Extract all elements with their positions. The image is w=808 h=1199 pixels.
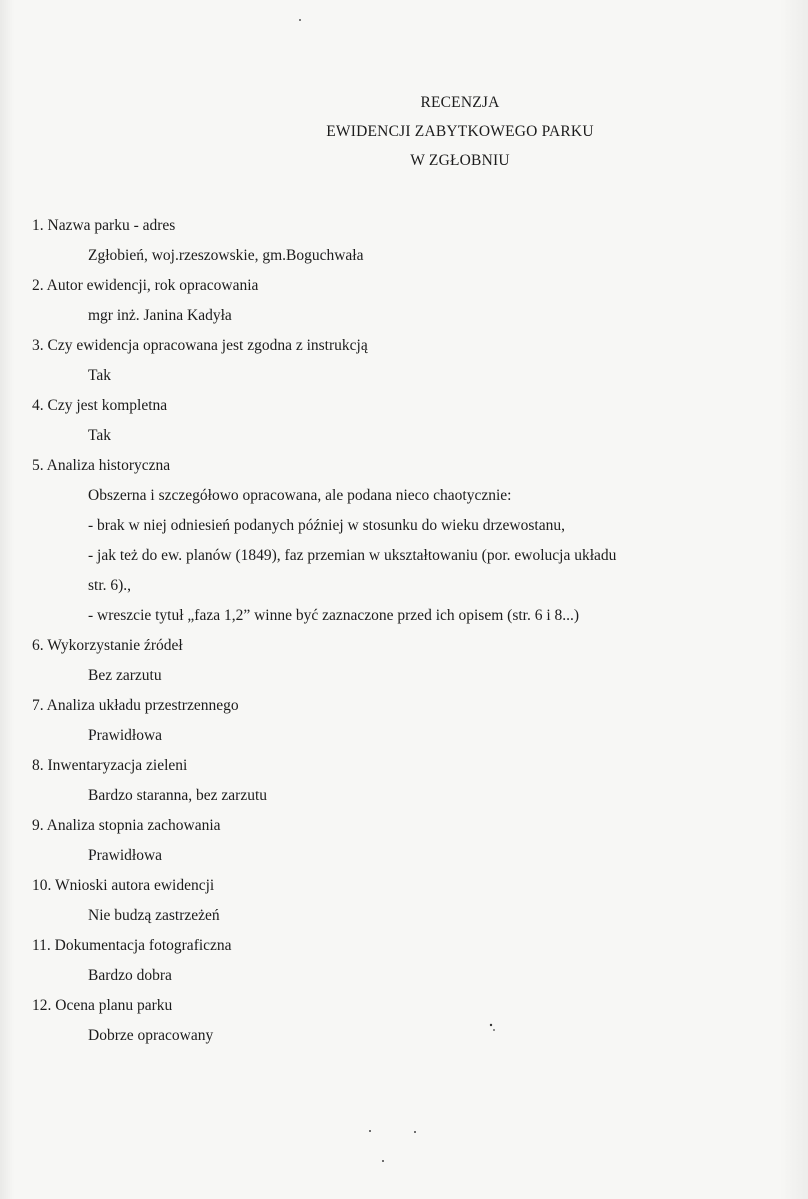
question-5: 5. Analiza historyczna [32,457,171,474]
question-1: 1. Nazwa parku - adres [32,217,176,234]
question-11: 11. Dokumentacja fotograficzna [32,937,232,954]
question-10: 10. Wnioski autora ewidencji [32,877,215,894]
document-title [0,88,808,175]
question-12: 12. Ocena planu parku [32,997,173,1014]
answer-1: Zgłobień, woj.rzeszowskie, gm.Boguchwała [88,247,364,264]
answer-5-line-1: Obszerna i szczegółowo opracowana, ale podana nieco chaotycznie: [88,487,512,504]
answer-12: Dobrze opracowany [88,1027,214,1044]
answer-5-line-3: - jak też do ew. planów (1849), faz przemian w ukształtowaniu (por. ewolucja układu [88,547,617,564]
question-7: 7. Analiza układu przestrzennego [32,697,239,714]
speck [299,19,301,21]
question-3: 3. Czy ewidencja opracowana jest zgodna z instrukcją [32,337,368,354]
title-line-2: EWIDENCJI ZABYTKOWEGO PARKU [326,123,594,140]
answer-10: Nie budzą zastrzeżeń [88,907,220,924]
speck [369,1130,371,1132]
review-list [32,211,772,1051]
answer-5-line-2: - brak w niej odniesień podanych później w stosunku do wieku drzewostanu, [88,517,565,534]
answer-7: Prawidłowa [88,727,163,744]
answer-8: Bardzo staranna, bez zarzutu [88,787,268,804]
answer-5-line-5: - wreszcie tytuł „faza 1,2” winne być zaznaczone przed ich opisem (str. 6 i 8...) [88,607,580,624]
answer-2: mgr inż. Janina Kadyła [88,307,232,324]
question-4: 4. Czy jest kompletna [32,397,168,414]
question-9: 9. Analiza stopnia zachowania [32,817,221,834]
title-line-3: W ZGŁOBNIU [410,152,510,169]
question-8: 8. Inwentaryzacja zieleni [32,757,188,774]
speck [382,1160,384,1162]
speck [414,1131,416,1133]
answer-6: Bez zarzutu [88,667,162,684]
question-2: 2. Autor ewidencji, rok opracowania [32,277,259,294]
question-6: 6. Wykorzystanie źródeł [32,637,183,654]
answer-3: Tak [88,367,112,384]
answer-5-line-4: str. 6)., [88,577,132,594]
answer-11: Bardzo dobra [88,967,172,984]
title-line-1: RECENZJA [420,94,500,111]
answer-4: Tak [88,427,112,444]
answer-9: Prawidłowa [88,847,163,864]
